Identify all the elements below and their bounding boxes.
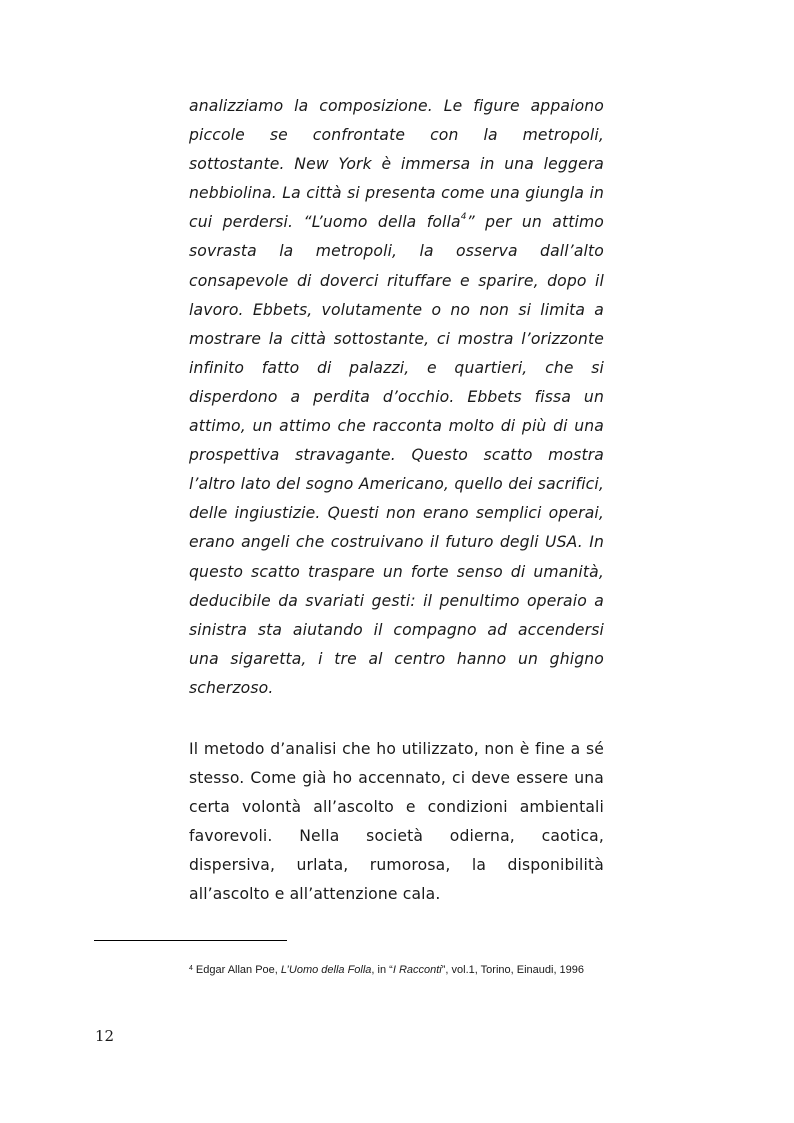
page-number: 12	[95, 1027, 115, 1045]
footnote-author: Edgar Allan Poe,	[195, 964, 281, 976]
footnote-separator	[94, 940, 287, 941]
footnote-collection-title: I Racconti	[392, 964, 442, 976]
footnote-4	[189, 960, 604, 982]
footnote-publication-details: ”, vol.1, Torino, Einaudi, 1996	[441, 964, 585, 976]
footnote-connector: , in “	[371, 964, 393, 976]
body-paragraph-1	[189, 92, 604, 703]
footnote-mark: 4	[189, 965, 193, 972]
body-paragraph-2: Il metodo d’analisi che ho utilizzato, non è fine a sé stesso. Come già ho accennato, ci deve essere una certa volontà all’ascolto e condizioni ambientali favorevoli. Nella società odierna, caotica, dispersiva, urlata, rumorosa, la disponibilità all’ascolto e all’attenzione cala.	[189, 740, 604, 904]
footnote-work-title: L’Uomo della Folla	[280, 964, 372, 976]
paragraph-1-text-before-note: analizziamo la composizione. Le figure appaiono piccole se confrontate con la metropoli, sottostante. New York è immersa in una leggera nebbiolina. La città si presenta come una giungla in cui perdersi. “L’uomo della folla	[189, 97, 604, 232]
footnote-reference-4[interactable]: 4	[460, 212, 467, 223]
paragraph-1-text-after-note: ” per un attimo sovrasta la metropoli, la osserva dall’alto consapevole di doverci rituffare e sparire, dopo il lavoro. Ebbets, volutamente o no non si limita a mostrare la città sottostante, ci mostra l’orizzonte infinito fatto di palazzi, e quartieri, che si disperdono a perdita d’occhio. Ebbets fissa un attimo, un attimo che racconta molto di più di una prospettiva stravagante. Questo scatto mostra l’altro lato del sogno Americano, quello dei sacrifici, delle ingiustizie. Questi non erano semplici operai, erano angeli che costruivano il futuro degli USA. In questo scatto traspare un forte senso di umanità, deducibile da svariati gesti: il penultimo operaio a sinistra sta aiutando il compagno ad accendersi una sigaretta, i tre al centro hanno un ghigno scherzoso.	[189, 213, 604, 697]
